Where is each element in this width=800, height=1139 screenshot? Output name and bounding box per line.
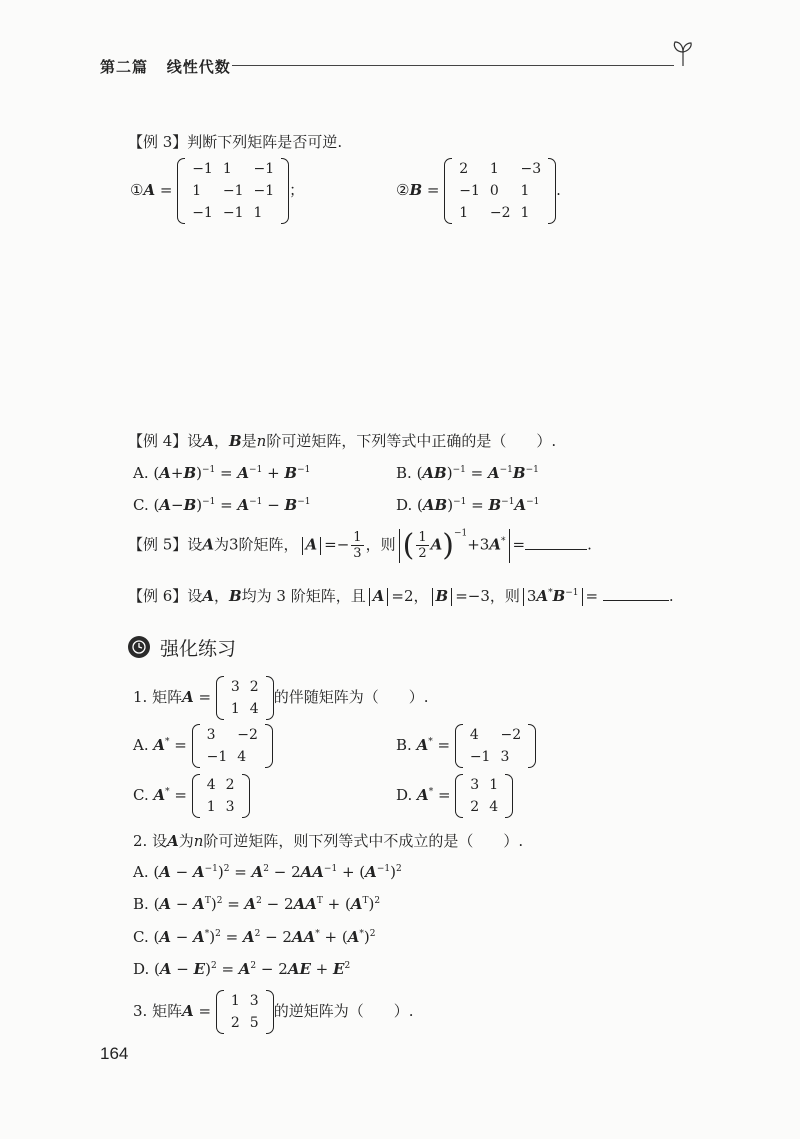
- matrix-a-cell: −1: [222, 183, 244, 199]
- matrix-a-cell: −1: [192, 205, 213, 221]
- q1-prompt-pre: 1. 矩阵: [133, 688, 183, 706]
- q1-option-d-label: D.: [396, 786, 413, 804]
- matrix-b-cell: −2: [489, 205, 511, 221]
- q3-prompt-post: 的逆矩阵为（ ）.: [273, 1002, 414, 1020]
- q3-prompt: 3. 矩阵A = 1 3 2 5 的逆矩阵为（ ）.: [133, 990, 413, 1034]
- ex5-eq: =: [512, 535, 526, 554]
- matrix-b: [444, 158, 556, 224]
- ex3-part2: ②B = 2 1 −3 −1 0 1 1 −2 1 .: [396, 158, 561, 224]
- ex4-prompt-pre: 【例 4】设: [128, 432, 203, 450]
- matrix-a-cell: 1: [253, 205, 263, 221]
- ex6-det-b: =−3，则: [455, 587, 520, 605]
- ex6-det-a: =2，: [391, 587, 429, 605]
- q1-option-c-label: C.: [133, 786, 149, 804]
- ex5-prompt: 【例 5】设A为3阶矩阵， A =− $\frac{1}{3}$ ，则 ( $\frac{1}{2}$ A)$^{-1}$+3A* = .: [128, 528, 592, 563]
- ex5-answer-blank[interactable]: [525, 549, 587, 550]
- q3-matrix-cell: 3: [249, 993, 259, 1009]
- q1-option-d-matrix: [455, 774, 513, 818]
- q2-prompt-mid: 为: [178, 832, 194, 850]
- q1-prompt-post: 的伴随矩阵为（ ）.: [273, 688, 429, 706]
- ex4-prompt-mid: 是: [241, 432, 257, 450]
- ex6-eq: =: [585, 587, 599, 605]
- ex5-frac-num: 1: [353, 530, 362, 545]
- q1-option-c-cell: 3: [225, 799, 235, 815]
- q1-matrix-cell: 3: [230, 679, 240, 695]
- matrix-a-cell: 1: [222, 161, 232, 177]
- ex6-coef: 3: [526, 587, 537, 605]
- q1-option-d-cell: 3: [470, 777, 480, 793]
- matrix-b-cell: 2: [459, 161, 469, 177]
- q2-prompt-post: 阶可逆矩阵，则下列等式中不成立的是（ ）.: [203, 832, 524, 850]
- q1-option-a-cell: 4: [237, 749, 247, 765]
- q2-option-d: D. $(A - E)^2 = A^2 - 2AE + E^2$: [133, 960, 351, 978]
- ex5-fraction: [351, 530, 363, 561]
- q1-option-d-cell: 1: [489, 777, 499, 793]
- q1-option-c-cell: 2: [225, 777, 235, 793]
- q1-option-b-label: B.: [396, 736, 412, 754]
- ex4-option-b: B. $(AB)^{-1} = A^{-1}B^{-1}$: [396, 464, 539, 482]
- q3-matrix-cell: 5: [249, 1015, 259, 1031]
- q1-option-c-cell: 4: [206, 777, 216, 793]
- q2-prompt: 2. 设A为n阶可逆矩阵，则下列等式中不成立的是（ ）.: [133, 832, 524, 850]
- q1-option-c: C. A* = 4 2 1 3: [133, 774, 250, 818]
- matrix-b-cell: −1: [459, 183, 480, 199]
- ex3-prompt: 【例 3】判断下列矩阵是否可逆.: [128, 133, 343, 151]
- matrix-a-cell: −1: [253, 183, 275, 199]
- ex4-prompt: 【例 4】设A，B是n阶可逆矩阵，下列等式中正确的是（ ）.: [128, 432, 557, 450]
- ex6-answer-blank[interactable]: [603, 600, 669, 601]
- q1-option-c-cell: 1: [206, 799, 216, 815]
- matrix-a: [177, 158, 289, 224]
- ex6-prompt-pre: 【例 6】设: [128, 587, 203, 605]
- ex3-part2-label: ②: [396, 181, 410, 199]
- ex6-end: .: [668, 587, 674, 605]
- matrix-b-cell: 1: [489, 161, 499, 177]
- q2-option-d-label: D.: [133, 960, 150, 978]
- q2-option-c: C. $(A - A^*)^2 = A^2 - 2AA^* + (A^*)^2$: [133, 928, 376, 946]
- q1-option-a-cell: 3: [206, 727, 216, 743]
- q1-option-b: B. A* = 4 −2 −1 3: [396, 724, 536, 768]
- q1-option-d-cell: 2: [470, 799, 480, 815]
- q1-option-c-matrix: [192, 774, 250, 818]
- q1-matrix: [216, 676, 274, 720]
- matrix-a-cell: −1: [192, 161, 213, 177]
- ex5-prompt-pre: 【例 5】设: [128, 535, 203, 554]
- ex4-option-a: A. $(A+B)^{-1} = A^{-1} + B^{-1}$: [133, 464, 311, 482]
- clock-icon: [128, 636, 150, 658]
- header-rule: [232, 65, 674, 66]
- q3-prompt-pre: 3. 矩阵: [133, 1002, 183, 1020]
- matrix-b-cell: 1: [520, 205, 530, 221]
- q1-option-a-matrix: [192, 724, 273, 768]
- q2-option-c-label: C.: [133, 928, 149, 946]
- ex5-sign: −: [336, 535, 350, 554]
- header-title: [100, 56, 231, 77]
- ex5-frac-den: 3: [353, 546, 362, 561]
- ex3-part2-var: B: [409, 181, 423, 199]
- q1-option-b-matrix: [455, 724, 536, 768]
- page-number: 164: [100, 1044, 129, 1063]
- ex3-part1-label: ①: [130, 181, 144, 199]
- sprout-icon: [670, 38, 696, 72]
- matrix-a-cell: −1: [222, 205, 244, 221]
- q1-matrix-cell: 4: [249, 701, 259, 717]
- ex4-option-c-label: C.: [133, 496, 149, 514]
- ex4-option-b-label: B.: [396, 464, 412, 482]
- ex5-half-den: 2: [418, 546, 427, 561]
- ex6-prompt-mid: 均为 3 阶矩阵，且: [241, 587, 366, 605]
- q1-option-a-cell: −2: [237, 727, 258, 743]
- ex4-option-a-label: A.: [133, 464, 149, 482]
- ex3-part2-end: .: [556, 181, 561, 199]
- q3-matrix-cell: 1: [230, 993, 240, 1009]
- q1-matrix-cell: 2: [249, 679, 259, 695]
- ex4-option-d-label: D.: [396, 496, 413, 514]
- matrix-b-cell: −3: [520, 161, 542, 177]
- matrix-b-cell: 1: [520, 183, 530, 199]
- matrix-a-cell: 1: [192, 183, 202, 199]
- ex5-then: ，则: [365, 535, 396, 554]
- q2-option-a: A. $(A - A^{-1})^2 = A^2 - 2AA^{-1} + (A^{-1})^2$: [133, 863, 402, 881]
- ex4-option-c: C. $(A-B)^{-1} = A^{-1} - B^{-1}$: [133, 496, 311, 514]
- q2-option-a-label: A.: [133, 863, 149, 881]
- ex5-prompt-mid: 为3阶矩阵，: [213, 535, 299, 554]
- ex3-part1-var: A: [143, 181, 156, 199]
- ex6-prompt: 【例 6】设A，B均为 3 阶矩阵，且 A =2， B =−3，则 $3A^*B^{-1}$ = .: [128, 587, 674, 605]
- ex5-plus: +3: [467, 535, 490, 554]
- q1-option-b-cell: −1: [469, 749, 491, 765]
- q1-option-a-label: A.: [133, 736, 149, 754]
- q1-prompt: 1. 矩阵A = 3 2 1 4 的伴随矩阵为（ ）.: [133, 676, 428, 720]
- q3-matrix-cell: 2: [230, 1015, 240, 1031]
- header-subject: 线性代数: [166, 58, 231, 76]
- ex5-end: .: [587, 535, 592, 554]
- q1-matrix-cell: 1: [230, 701, 240, 717]
- q1-option-d: D. A* = 3 1 2 4: [396, 774, 513, 818]
- q2-option-b: B. $(A - A^T)^2 = A^2 - 2AA^T + (A^T)^2$: [133, 895, 381, 913]
- q3-matrix: [216, 990, 274, 1034]
- q1-option-b-cell: 4: [469, 727, 479, 743]
- ex5-half-num: 1: [418, 530, 427, 545]
- ex3-part1: ①A = −1 1 −1 1 −1 −1 −1 −1 1 ；: [130, 158, 304, 224]
- q2-prompt-pre: 2. 设: [133, 832, 168, 850]
- header-chapter: 第二篇: [100, 58, 149, 76]
- section-title: 强化练习: [160, 638, 237, 660]
- q2-option-b-label: B.: [133, 895, 149, 913]
- ex3-part1-end: ；: [289, 181, 305, 199]
- q1-option-b-cell: 3: [500, 749, 510, 765]
- matrix-b-cell: 1: [459, 205, 469, 221]
- matrix-b-cell: 0: [489, 183, 499, 199]
- q1-option-a-cell: −1: [206, 749, 228, 765]
- ex4-option-d: D. $(AB)^{-1} = B^{-1}A^{-1}$: [396, 496, 540, 514]
- q1-option-a: A. A* = 3 −2 −1 4: [133, 724, 273, 768]
- q1-option-d-cell: 4: [489, 799, 499, 815]
- q1-option-b-cell: −2: [500, 727, 522, 743]
- ex4-prompt-post: 阶可逆矩阵，下列等式中正确的是（ ）.: [266, 432, 557, 450]
- matrix-a-cell: −1: [253, 161, 275, 177]
